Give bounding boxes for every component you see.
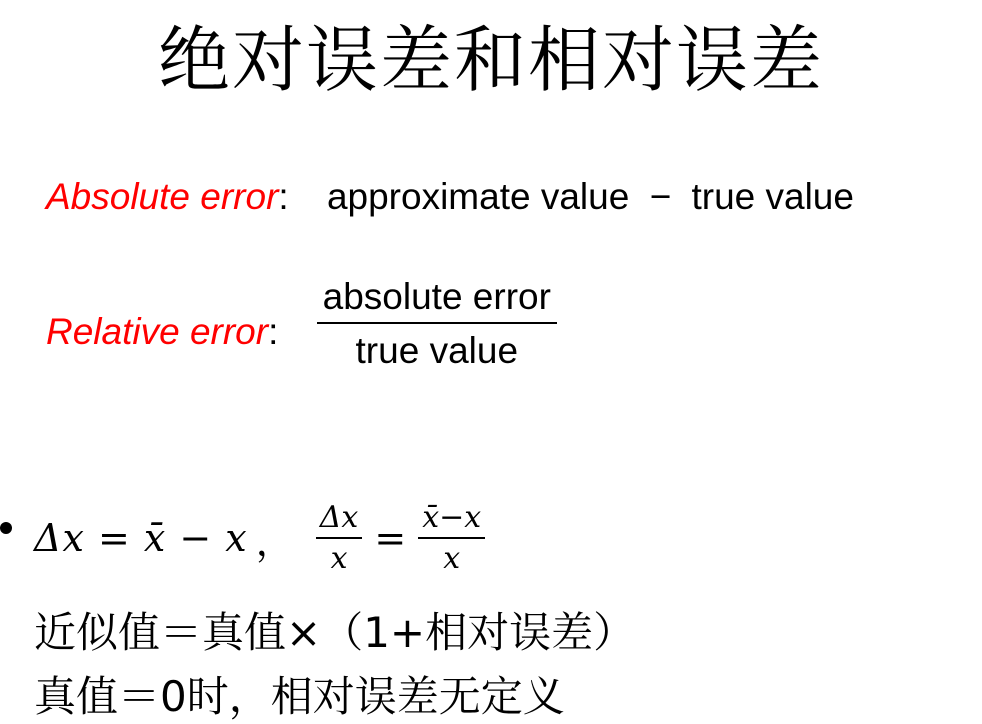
page-title: 绝对误差和相对误差 <box>157 18 824 102</box>
relative-error-colon: : <box>268 310 279 352</box>
relative-error-label: Relative error <box>46 310 269 352</box>
formula-comma: ， <box>255 519 294 564</box>
relative-error-definition <box>46 276 557 382</box>
delta-definition: Δ𝑥 = 𝑥̄ − 𝑥 <box>34 516 248 560</box>
undefined-relative-error-note: 真值＝0时，相对误差无定义 <box>34 672 565 721</box>
x-denominator-2: 𝑥 <box>443 541 461 576</box>
delta-x-numerator: Δ𝑥 <box>316 500 363 539</box>
xbar-minus-x-fraction <box>418 500 485 576</box>
relative-error-fraction <box>317 276 557 372</box>
bullet-icon <box>0 522 12 534</box>
xbar-minus-x-numerator: 𝑥̄−𝑥 <box>418 500 485 539</box>
absolute-error-colon: : <box>278 176 289 217</box>
minus-sign: − <box>649 176 672 217</box>
fraction-numerator: absolute error <box>317 276 557 324</box>
absolute-error-definition <box>46 176 854 218</box>
error-formula <box>34 500 485 576</box>
approximation-relation: 近似值＝真值×（1+相对误差） <box>34 608 636 657</box>
fraction-denominator: true value <box>355 330 519 371</box>
true-value-text: true value <box>691 176 854 217</box>
approximate-value-text: approximate value <box>326 176 630 217</box>
absolute-error-label: Absolute error <box>46 176 279 217</box>
delta-over-x-fraction <box>316 500 363 576</box>
x-denominator: 𝑥 <box>330 541 348 576</box>
equals-sign: = <box>374 516 407 560</box>
